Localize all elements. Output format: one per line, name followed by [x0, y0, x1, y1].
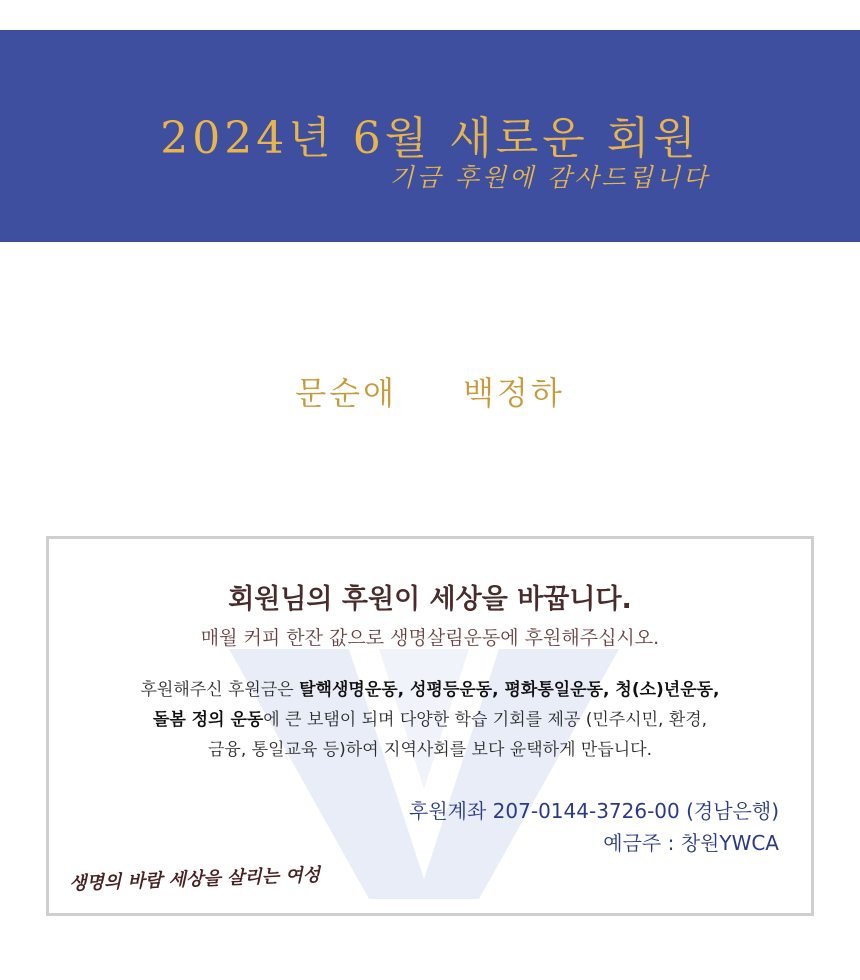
body-text: 에 큰 보탬이 되며 다양한 학습 기회를 제공 (민주시민, 환경, [263, 710, 708, 730]
body-intro: 후원해주신 후원금은 [140, 680, 300, 700]
header-banner [0, 30, 860, 242]
card-subtitle: 매월 커피 한잔 값으로 생명살림운동에 후원해주십시오. [200, 627, 660, 649]
banner-subtitle: 기금 후원에 감사드립니다 [389, 163, 710, 192]
member-names [0, 368, 860, 414]
slogan: 생명의 바람 세상을 살리는 여성 [68, 864, 321, 895]
account-holder: 예금주 : 창원YWCA [603, 831, 779, 855]
card-title: 회원님의 후원이 세상을 바꿉니다. [228, 584, 632, 615]
bank-info [409, 795, 779, 859]
bank-account: 후원계좌 207-0144-3726-00 (경남은행) [409, 799, 779, 823]
banner-title: 2024년 6월 새로운 회원 [160, 113, 700, 164]
body-text: 금융, 통일교육 등)하여 지역사회를 보다 윤택하게 만듭니다. [208, 740, 652, 760]
donation-info-card [46, 536, 814, 916]
card-body-text [69, 675, 791, 765]
member-name: 백정하 [463, 374, 565, 412]
body-programs: 돌봄 정의 운동 [152, 710, 264, 730]
body-programs: 탈핵생명운동, 성평등운동, 평화통일운동, 청(소)년운동, [299, 680, 720, 700]
member-name: 문순애 [295, 374, 397, 412]
